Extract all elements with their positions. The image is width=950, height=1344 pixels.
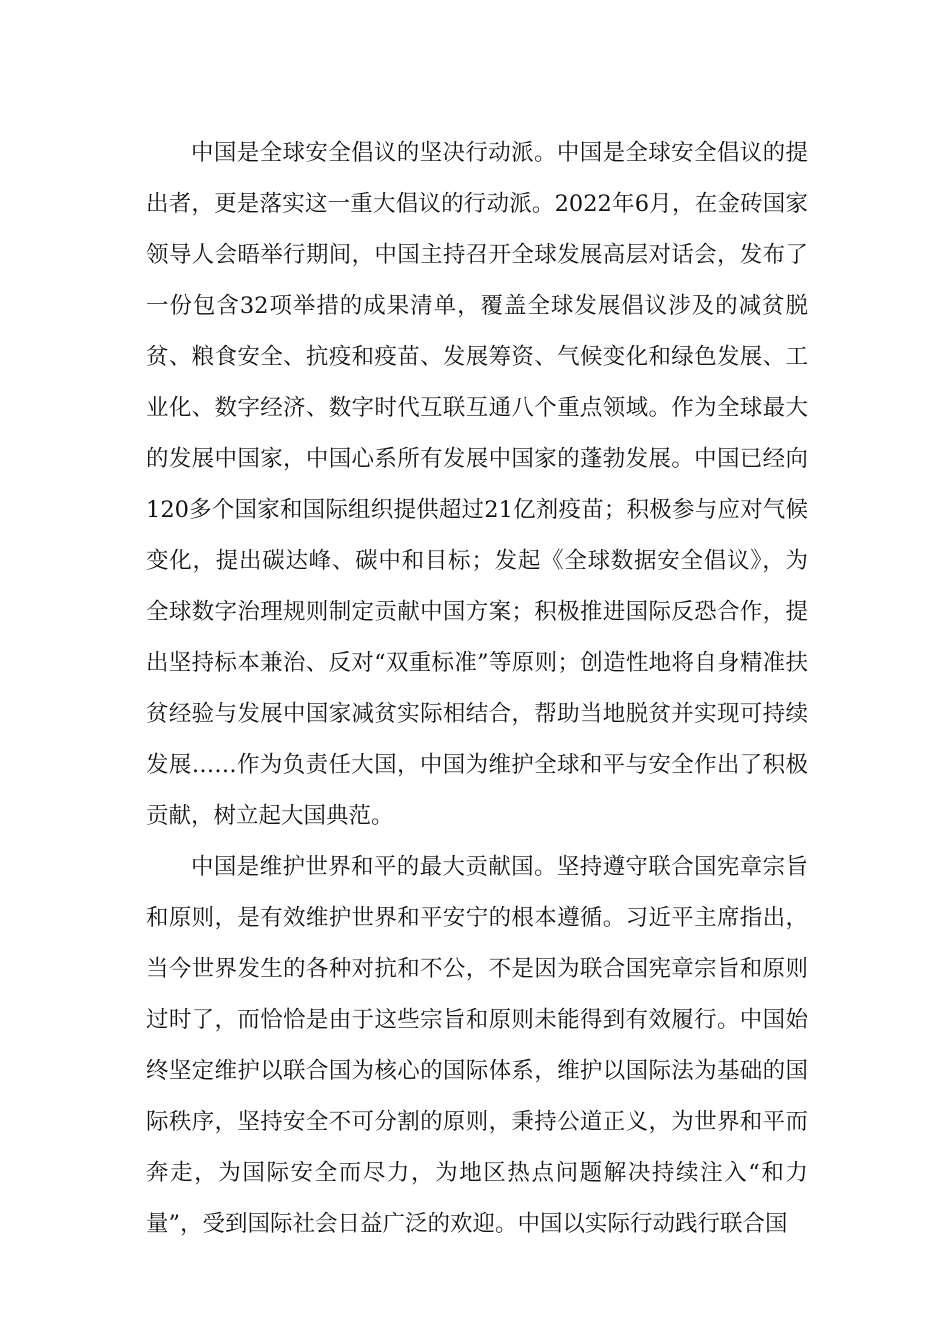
paragraph-global-security-initiative: 中国是全球安全倡议的坚决行动派。中国是全球安全倡议的提出者，更是落实这一重大倡议的行动派。2022年6月，在金砖国家领导人会晤举行期间，中国主持召开全球发展高层对话会，发布了一份包含32项举措的成果清单，覆盖全球发展倡议涉及的减贫脱贫、粮食安全、抗疫和疫苗、发展筹资、气候变化和绿色发展、工业化、数字经济、数字时代互联互通八个重点领域。作为全球最大的发展中国家，中国心系所有发展中国家的蓬勃发展。中国已经向120多个国家和国际组织提供超过21亿剂疫苗；积极参与应对气候变化，提出碳达峰、碳中和目标；发起《全球数据安全倡议》，为全球数字治理规则制定贡献中国方案；积极推进国际反恐合作，提出坚持标本兼治、反对“双重标准”等原则；创造性地将自身精准扶贫经验与发展中国家减贫实际相结合，帮助当地脱贫并实现可持续发展……作为负责任大国，中国为维护全球和平与安全作出了积极贡献，树立起大国典范。 [146,140,808,829]
document-body [146,128,808,1250]
paragraph-world-peace-contributor: 中国是维护世界和平的最大贡献国。坚持遵守联合国宪章宗旨和原则，是有效维护世界和平安宁的根本遵循。习近平主席指出，当今世界发生的各种对抗和不公，不是因为联合国宪章宗旨和原则过时了，而恰恰是由于这些宗旨和原则未能得到有效履行。中国始终坚定维护以联合国为核心的国际体系，维护以国际法为基础的国际秩序，坚持安全不可分割的原则，秉持公道正义，为世界和平而奔走，为国际安全而尽力，为地区热点问题解决持续注入“和力量”，受到国际社会日益广泛的欢迎。中国以实际行动践行联合国 [146,854,808,1237]
